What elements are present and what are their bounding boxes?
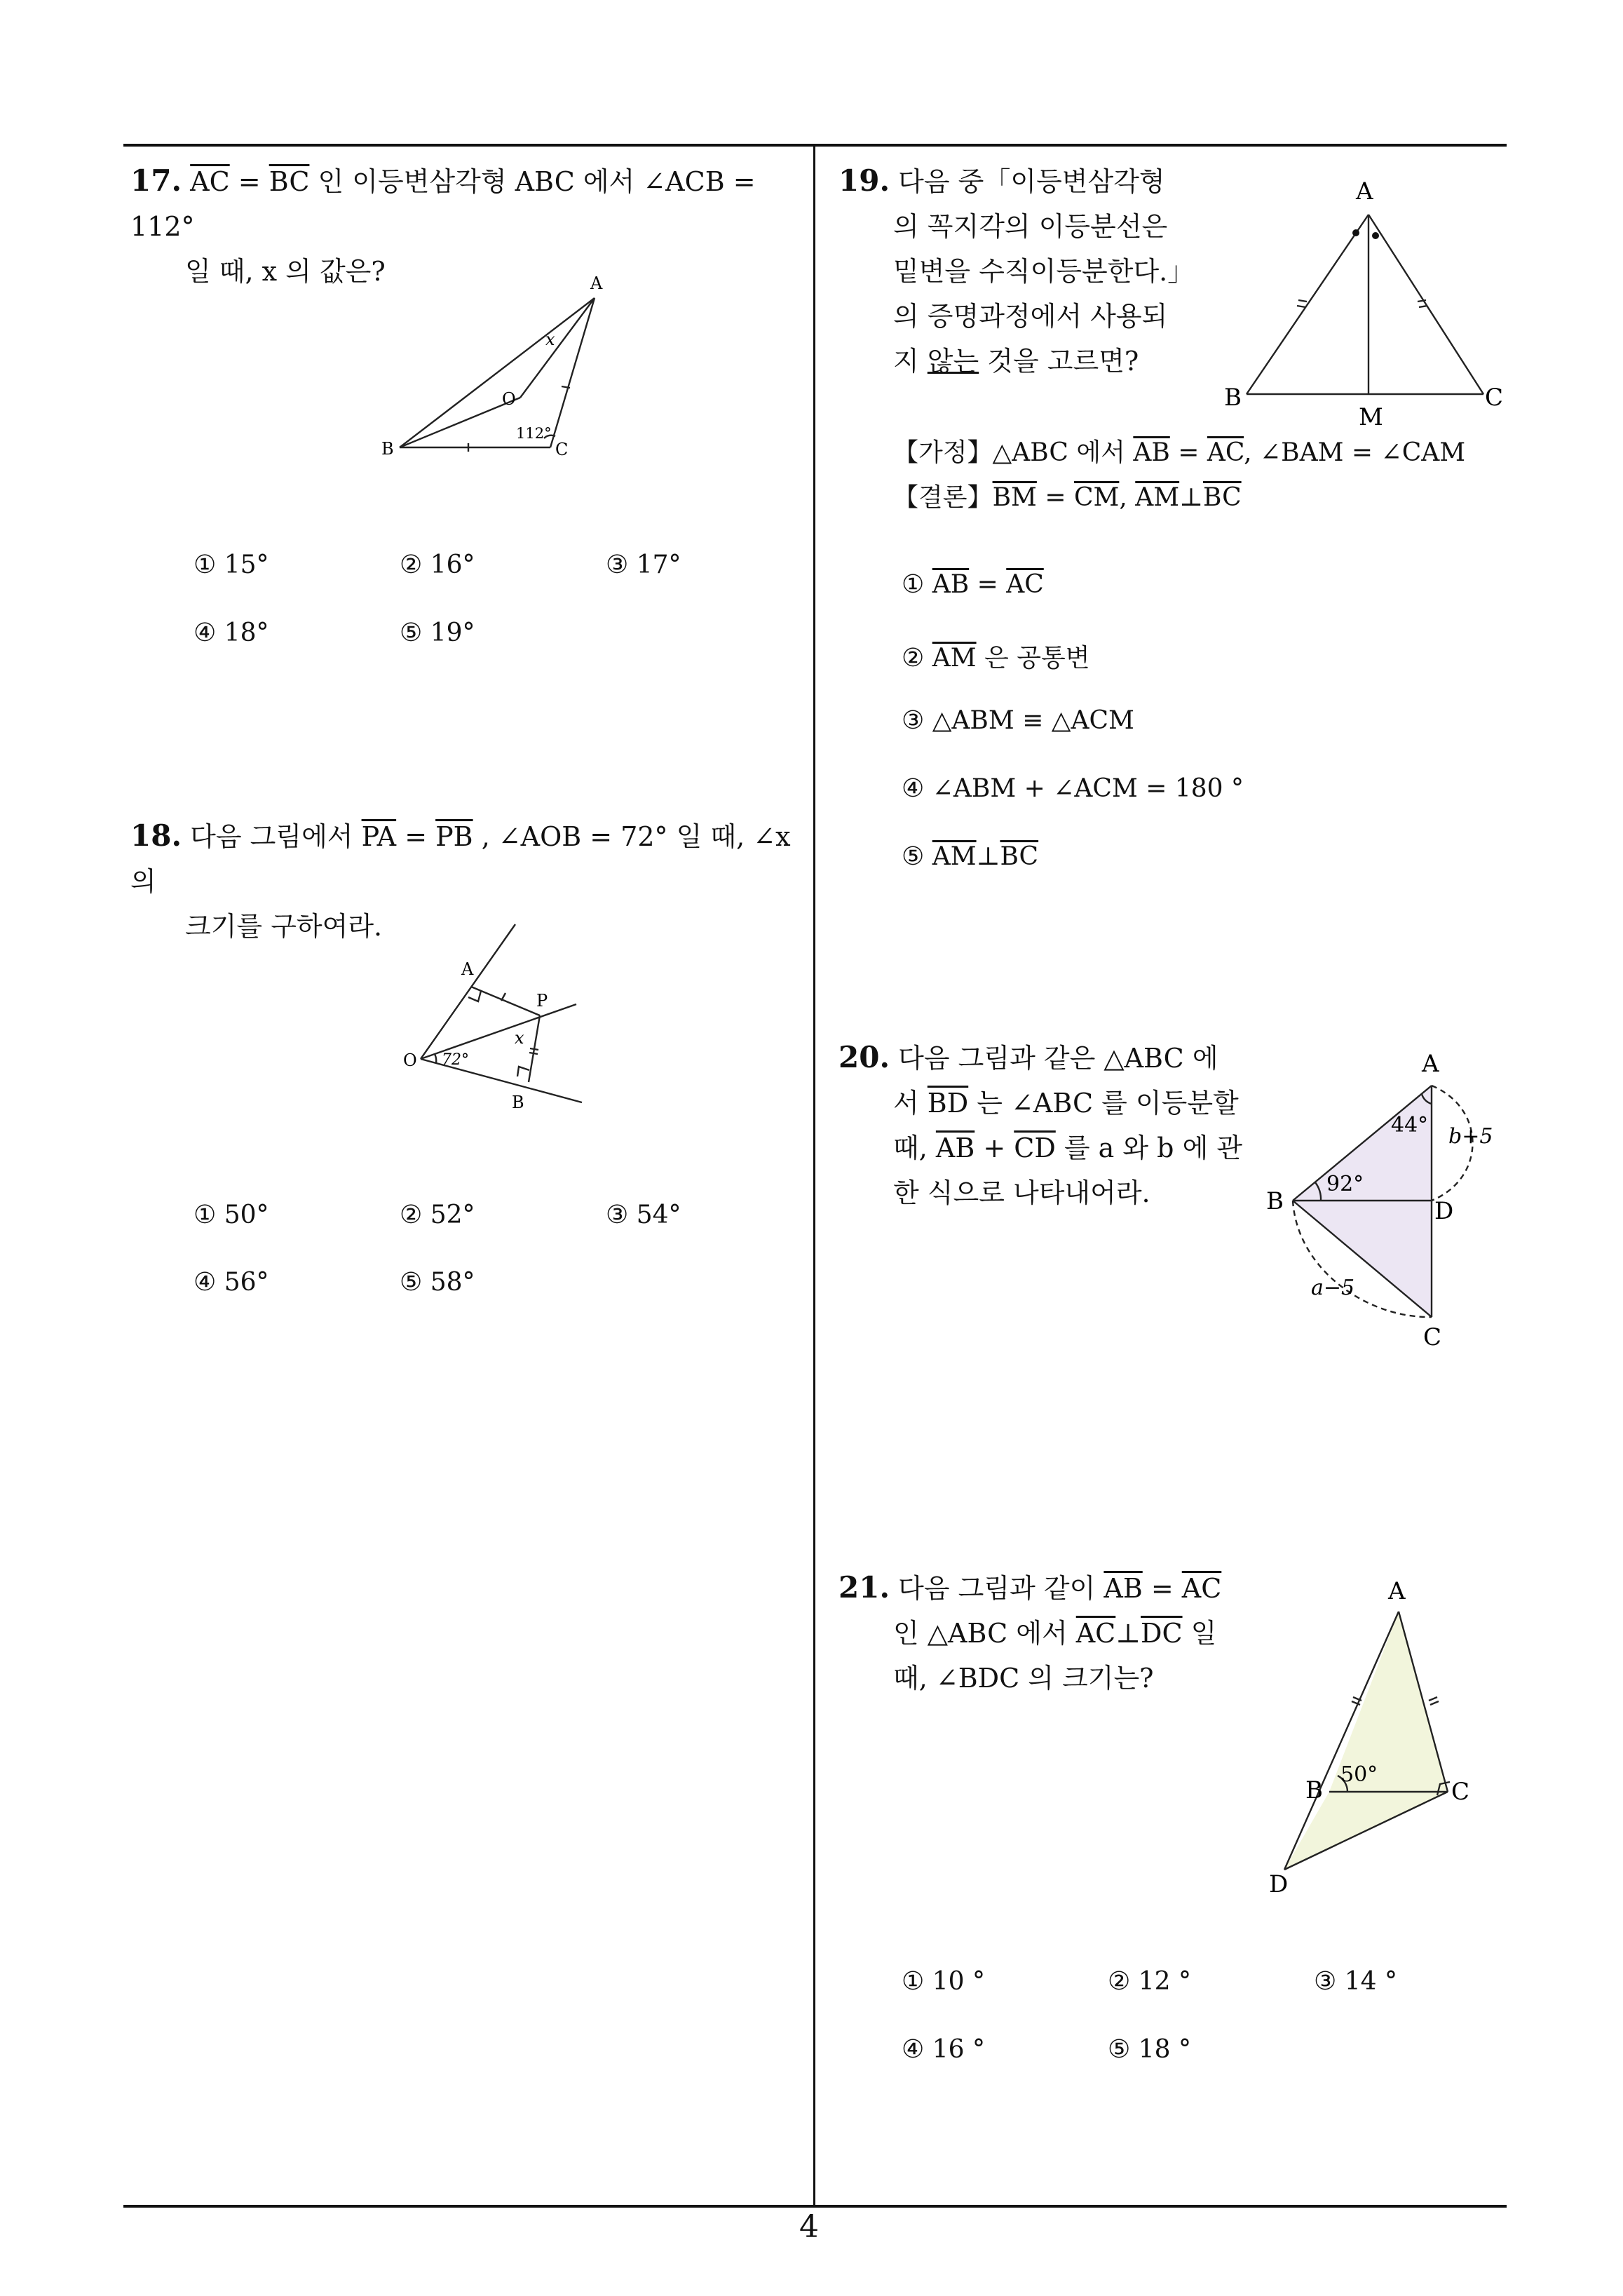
q18-option-3[interactable]: ③ 54° bbox=[606, 1201, 681, 1229]
question-number: 20. bbox=[838, 1040, 890, 1074]
label-a: A bbox=[1356, 177, 1373, 205]
q18-figure bbox=[393, 912, 603, 1122]
label-b: B bbox=[381, 439, 394, 459]
angle-a: 44° bbox=[1391, 1113, 1429, 1137]
question-number: 18. bbox=[130, 818, 182, 853]
label-b: B bbox=[1305, 1776, 1323, 1804]
question-number: 19. bbox=[838, 163, 890, 198]
q21-option-2[interactable]: ② 12 ° bbox=[1108, 1967, 1191, 1996]
q17-option-1[interactable]: ① 15° bbox=[193, 551, 269, 579]
column-divider bbox=[813, 144, 815, 2208]
question-19-conclusion: 【결론】$\overline{BM} = \overline{CM}$, $\overline{AM}\perp\overline{BC}$ bbox=[893, 483, 1242, 512]
angle-label: 50° bbox=[1340, 1762, 1378, 1787]
q19-option-3[interactable]: ③ △ABM ≡ △ACM bbox=[902, 706, 1134, 735]
label-o: O bbox=[502, 389, 516, 409]
label-a: A bbox=[590, 274, 603, 293]
q19-figure bbox=[1220, 168, 1504, 435]
question-18-line1: 18. 다음 그림에서 $\overline{PA} = \overline{PB}$ , ∠AOB = 72° 일 때, ∠x 의 bbox=[130, 818, 791, 897]
q17-option-5[interactable]: ⑤ 19° bbox=[400, 619, 475, 647]
question-20: 20. 다음 그림과 같은 △ABC 에 서 $\overline{BD}$ 는 ∠ABC 를 이등분할 때, $\overline{AB} + \overline{CD}$ 를 a 와 b 에 관 한 식으로 나타내어라. bbox=[838, 1040, 1243, 1208]
label-x: x bbox=[545, 330, 555, 349]
angle-b: 92° bbox=[1326, 1172, 1364, 1196]
q21-option-3[interactable]: ③ 14 ° bbox=[1314, 1967, 1397, 1996]
q19-option-5[interactable]: ⑤ $\overline{AM}\perp\overline{BC}$ bbox=[902, 842, 1039, 871]
q19-option-2[interactable]: ② $\overline{AM}$ 은 공통변 bbox=[902, 644, 1090, 673]
side-label-ad: b+5 bbox=[1448, 1124, 1493, 1149]
label-o: O bbox=[403, 1051, 417, 1070]
label-p: P bbox=[536, 991, 548, 1011]
q17-option-3[interactable]: ③ 17° bbox=[606, 551, 681, 579]
q21-figure bbox=[1262, 1578, 1507, 1907]
page-number: 4 bbox=[799, 2209, 819, 2245]
label-c: C bbox=[1485, 384, 1504, 412]
question-21: 21. 다음 그림과 같이 $\overline{AB} = \overline{AC}$ 인 △ABC 에서 $\overline{AC}\perp\overline{DC}$ 일 때, ∠BDC 의 크기는? bbox=[838, 1570, 1222, 1694]
angle-label: 72° bbox=[442, 1051, 469, 1069]
label-d: D bbox=[1269, 1870, 1289, 1898]
q18-option-1[interactable]: ① 50° bbox=[193, 1201, 269, 1229]
q19-option-4[interactable]: ④ ∠ABM + ∠ACM = 180 ° bbox=[902, 774, 1244, 803]
label-c: C bbox=[1451, 1778, 1470, 1806]
q17-figure bbox=[372, 270, 617, 466]
q21-option-1[interactable]: ① 10 ° bbox=[902, 1967, 985, 1996]
q20-figure bbox=[1262, 1045, 1507, 1368]
label-a: A bbox=[1388, 1577, 1406, 1605]
label-b: B bbox=[1224, 384, 1242, 412]
angle-label: 112° bbox=[516, 425, 552, 442]
q21-option-5[interactable]: ⑤ 18 ° bbox=[1108, 2035, 1191, 2064]
question-19: 19. 다음 중「이등변삼각형 의 꼭지각의 이등분선은 밑변을 수직이등분한다.」 의 증명과정에서 사용되 지 않는 것을 고르면? bbox=[838, 158, 1231, 384]
q19-option-1[interactable]: ① $\overline{AB} = \overline{AC}$ bbox=[902, 570, 1044, 599]
question-19-line1: 19. 다음 중「이등변삼각형 bbox=[838, 163, 1165, 198]
q21-option-4[interactable]: ④ 16 ° bbox=[902, 2035, 985, 2064]
label-c: C bbox=[555, 440, 569, 459]
label-a: A bbox=[461, 959, 474, 979]
question-number: 21. bbox=[838, 1570, 890, 1605]
question-17-line2: 일 때, x 의 값은? bbox=[185, 256, 386, 287]
question-18-line2: 크기를 구하여라. bbox=[185, 911, 383, 942]
question-17-line1: 17. $\overline{AC} = \overline{BC}$ 인 이등변삼각형 ABC 에서 ∠ACB = 112° bbox=[130, 163, 756, 242]
question-19-hypothesis: 【가정】△ABC 에서 $\overline{AB} = \overline{AC}$, ∠BAM = ∠CAM bbox=[893, 438, 1466, 467]
q17-option-2[interactable]: ② 16° bbox=[400, 551, 475, 579]
question-number: 17. bbox=[130, 163, 182, 198]
q18-option-2[interactable]: ② 52° bbox=[400, 1201, 475, 1229]
label-b: B bbox=[512, 1093, 524, 1112]
label-x: x bbox=[515, 1028, 524, 1048]
q18-option-5[interactable]: ⑤ 58° bbox=[400, 1268, 475, 1297]
side-label-bc: a−5 bbox=[1311, 1276, 1355, 1300]
label-d: D bbox=[1434, 1197, 1454, 1225]
label-a: A bbox=[1422, 1050, 1439, 1078]
label-m: M bbox=[1359, 403, 1383, 431]
q18-option-4[interactable]: ④ 56° bbox=[193, 1268, 269, 1297]
q17-option-4[interactable]: ④ 18° bbox=[193, 619, 269, 647]
label-b: B bbox=[1266, 1187, 1284, 1215]
label-c: C bbox=[1423, 1323, 1442, 1351]
